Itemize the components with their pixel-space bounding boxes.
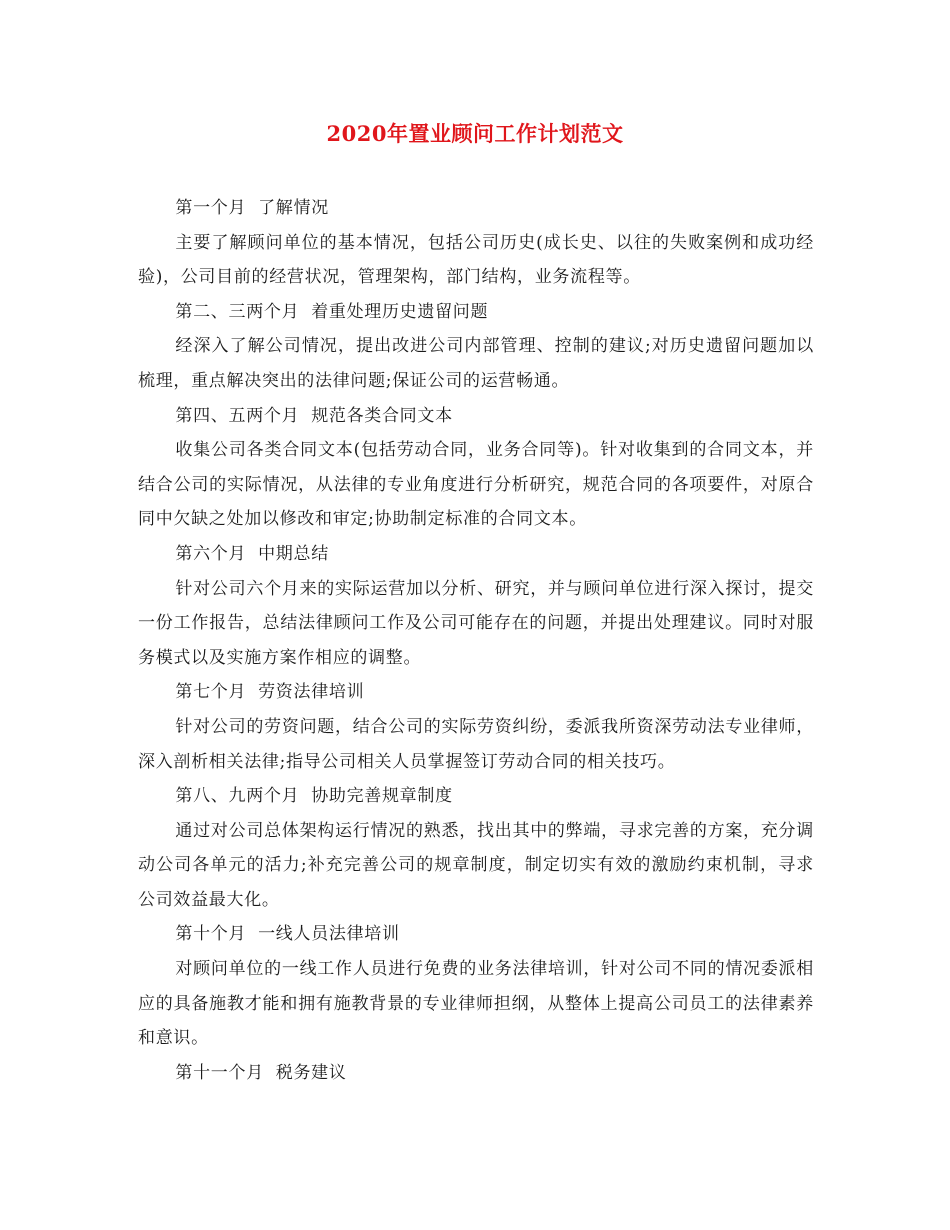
section-paragraph: 对顾问单位的一线工作人员进行免费的业务法律培训，针对公司不同的情况委派相应的具备施教才能和拥有施教背景的专业律师担纲，从整体上提高公司员工的法律素养和意识。 xyxy=(138,959,814,1049)
section-topic: 劳资法律培训 xyxy=(258,682,365,703)
section-period: 第十个月 xyxy=(175,924,247,945)
section-topic: 规范各类合同文本 xyxy=(311,405,453,426)
section-heading xyxy=(138,537,814,572)
section-topic: 一线人员法律培训 xyxy=(258,924,400,945)
section-heading xyxy=(138,917,814,952)
section-paragraph: 经深入了解公司情况，提出改进公司内部管理、控制的建议;对历史遗留问题加以梳理，重点解决突出的法律问题;保证公司的运营畅通。 xyxy=(138,336,814,391)
section-period: 第四、五两个月 xyxy=(175,405,300,426)
section-heading xyxy=(138,675,814,710)
section-period: 第二、三两个月 xyxy=(175,301,300,322)
section-period: 第六个月 xyxy=(175,543,247,564)
section-topic: 税务建议 xyxy=(275,1062,347,1083)
section-paragraph: 针对公司六个月来的实际运营加以分析、研究，并与顾问单位进行深入探讨，提交一份工作报告，总结法律顾问工作及公司可能存在的问题，并提出处理建议。同时对服务模式以及实施方案作相应的调整。 xyxy=(138,578,814,668)
section-heading xyxy=(138,1056,814,1091)
section-heading xyxy=(138,295,814,330)
document-title: 2020年置业顾问工作计划范文 xyxy=(326,121,624,146)
section-heading xyxy=(138,399,814,434)
section-period: 第一个月 xyxy=(175,198,247,218)
section-paragraph: 收集公司各类合同文本(包括劳动合同，业务合同等)。针对收集到的合同文本，并结合公司的实际情况，从法律的专业角度进行分析研究，规范合同的各项要件，对原合同中欠缺之处加以修改和审定;协助制定标准的合同文本。 xyxy=(138,440,814,530)
section-paragraph: 针对公司的劳资问题，结合公司的实际劳资纠纷，委派我所资深劳动法专业律师，深入剖析相关法律;指导公司相关人员掌握签订劳动合同的相关技巧。 xyxy=(138,716,814,772)
section-topic: 了解情况 xyxy=(258,198,329,218)
section-period: 第七个月 xyxy=(175,682,247,703)
section-heading xyxy=(138,779,814,814)
section-period: 第十一个月 xyxy=(175,1062,264,1083)
section-topic: 着重处理历史遗留问题 xyxy=(311,301,489,322)
section-period: 第八、九两个月 xyxy=(175,786,300,807)
section-topic: 协助完善规章制度 xyxy=(311,786,453,807)
section-paragraph: 通过对公司总体架构运行情况的熟悉，找出其中的弊端，寻求完善的方案，充分调动公司各单元的活力;补充完善公司的规章制度，制定切实有效的激励约束机制，寻求公司效益最大化。 xyxy=(138,820,814,910)
section-paragraph: 主要了解顾问单位的基本情况，包括公司历史(成长史、以往的失败案例和成功经验)，公司目前的经营状况，管理架构，部门结构，业务流程等。 xyxy=(138,232,814,288)
section-topic: 中期总结 xyxy=(258,543,329,564)
document-body xyxy=(138,191,814,1090)
section-heading xyxy=(138,191,814,226)
